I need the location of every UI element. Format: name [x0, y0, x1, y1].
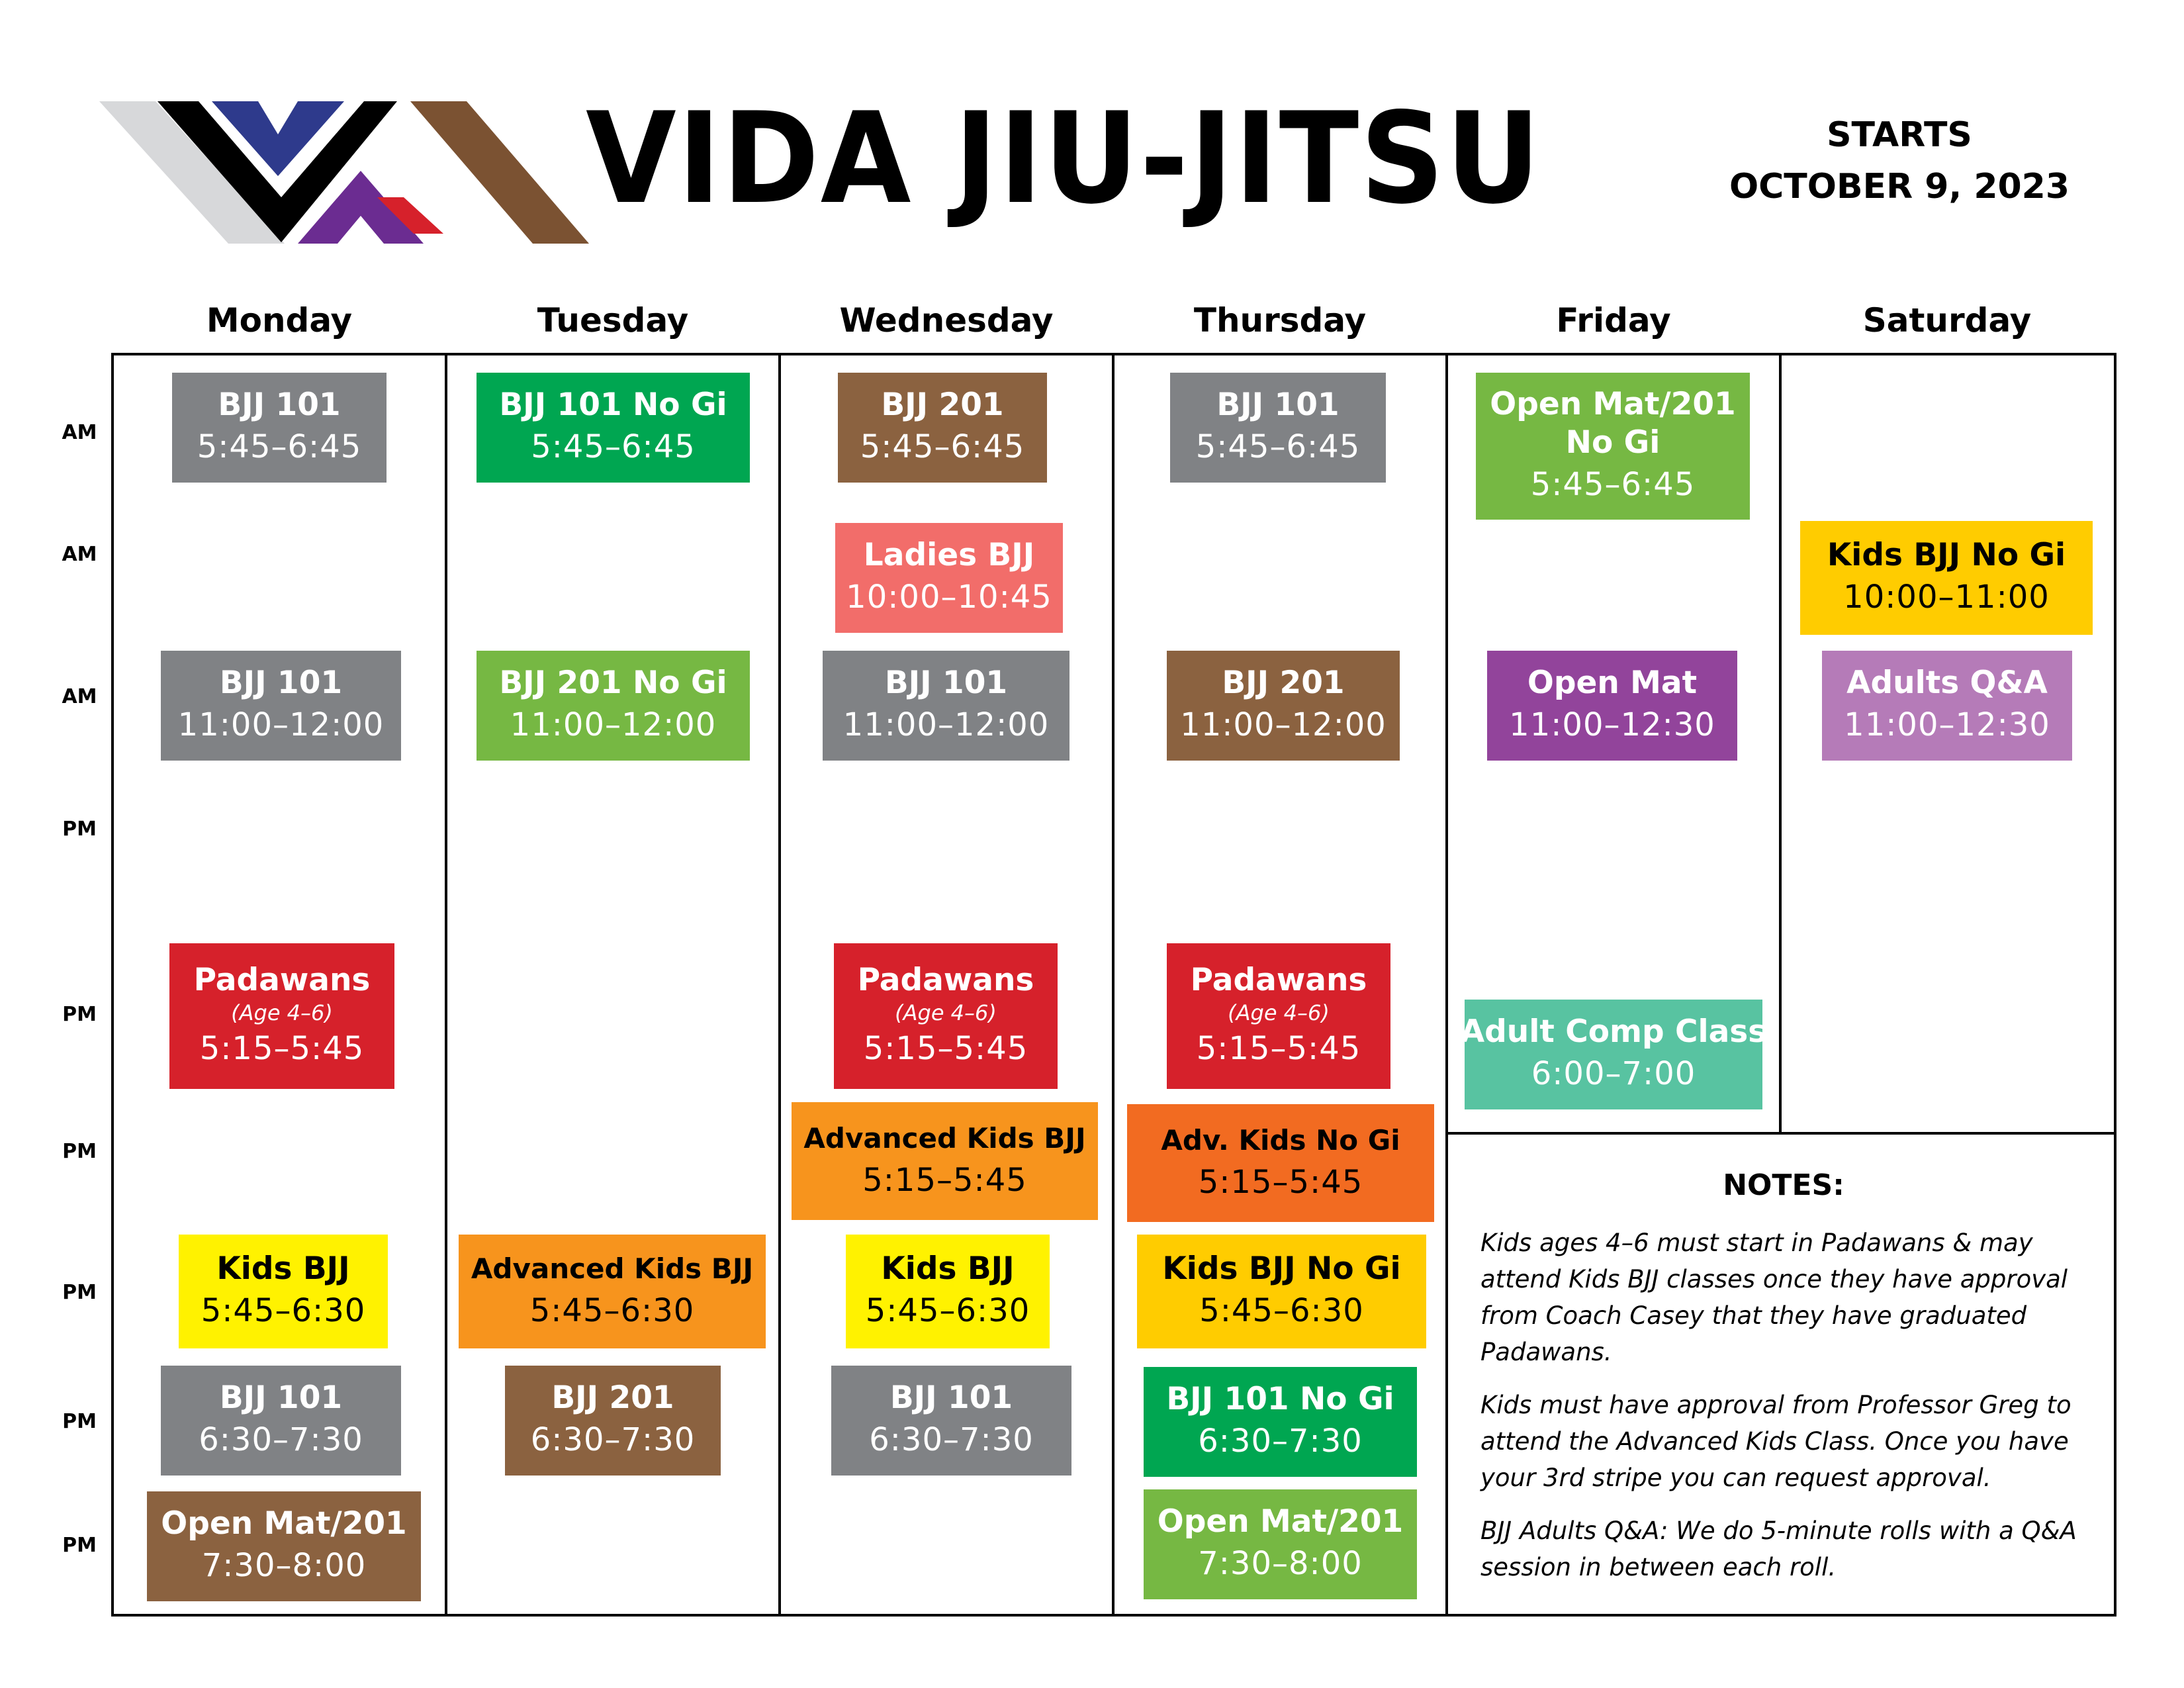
class-title: Ladies BJJ — [863, 537, 1035, 573]
class-block-fri-open-mat — [1487, 651, 1737, 761]
grid-divider — [445, 353, 447, 1617]
class-subtitle: (Age 4–6) — [895, 1000, 997, 1025]
class-block-mon-bjj101-pm — [161, 1366, 401, 1476]
class-time: 5:45–6:45 — [197, 428, 362, 465]
class-title: BJJ 101 — [218, 387, 341, 423]
class-block-mon-bjj101-midday — [161, 651, 401, 761]
class-block-wed-padawans — [834, 943, 1058, 1089]
class-time: 5:15–5:45 — [863, 1030, 1028, 1067]
class-time: 6:30–7:30 — [1198, 1423, 1363, 1460]
class-time: 5:15–5:45 — [862, 1162, 1027, 1199]
class-time: 5:45–6:45 — [860, 428, 1025, 465]
grid-border-left — [111, 353, 114, 1617]
day-header-thursday: Thursday — [1193, 301, 1367, 340]
class-title: Adv. Kids No Gi — [1161, 1124, 1400, 1156]
class-time: 6:30–7:30 — [199, 1421, 363, 1458]
class-block-mon-open-mat — [147, 1491, 421, 1601]
class-title: Padawans — [193, 962, 371, 998]
start-date-block — [1694, 109, 2105, 212]
class-time: 7:30–8:00 — [201, 1547, 367, 1584]
notes-title: NOTES: — [1723, 1168, 1844, 1202]
class-time: 11:00–12:00 — [1180, 706, 1387, 743]
time-marker: PM — [62, 1534, 97, 1557]
class-title: Open Mat/201 — [1490, 386, 1736, 422]
class-block-fri-adult-comp — [1460, 1000, 1767, 1109]
class-time: 6:00–7:00 — [1531, 1055, 1696, 1092]
time-marker: PM — [62, 1410, 97, 1433]
class-block-mon-bjj101-am — [172, 373, 387, 483]
class-title: Padawans — [1190, 962, 1367, 998]
class-block-wed-bjj101-midday — [823, 651, 1069, 761]
class-time: 5:45–6:30 — [201, 1292, 366, 1329]
time-marker: PM — [62, 818, 97, 841]
start-date: OCTOBER 9, 2023 — [1729, 167, 2070, 207]
day-header-friday: Friday — [1556, 301, 1671, 340]
grid-divider — [1445, 353, 1448, 1617]
class-block-wed-bjj201 — [838, 373, 1047, 483]
class-subtitle: (Age 4–6) — [1228, 1000, 1330, 1025]
grid-divider — [1112, 353, 1115, 1617]
class-subtitle: (Age 4–6) — [231, 1000, 333, 1025]
note-adults-qa: BJJ Adults Q&A: We do 5-minute rolls with a Q&A session in between each roll. — [1480, 1517, 2077, 1581]
class-time: 5:15–5:45 — [1196, 1030, 1361, 1067]
note-advanced-kids: Kids must have approval from Professor Greg to attend the Advanced Kids Class. Once you have your 3rd stripe you can request approval. — [1480, 1391, 2071, 1492]
time-marker: PM — [62, 1140, 97, 1163]
starts-label: STARTS — [1827, 115, 1972, 155]
class-block-thu-bjj101-am — [1170, 373, 1386, 483]
class-time: 10:00–11:00 — [1843, 579, 2050, 616]
class-title: BJJ 101 — [219, 665, 343, 701]
class-title: BJJ 101 No Gi — [1166, 1381, 1394, 1417]
class-block-wed-kids-bjj — [846, 1235, 1050, 1348]
logo-brown-stripe — [410, 101, 589, 244]
class-title-line2: No Gi — [1565, 424, 1661, 461]
class-time: 5:45–6:30 — [1199, 1292, 1364, 1329]
class-time: 10:00–10:45 — [846, 579, 1052, 616]
class-time: 11:00–12:00 — [842, 706, 1050, 743]
class-block-wed-bjj101-pm — [831, 1366, 1071, 1476]
notes-divider — [1445, 1132, 2116, 1135]
class-block-wed-advanced-kids — [792, 1102, 1098, 1220]
day-header-wednesday: Wednesday — [839, 301, 1054, 340]
class-title: Adults Q&A — [1846, 665, 2048, 701]
class-block-fri-open-mat-nogi — [1476, 373, 1750, 520]
note-padawans: Kids ages 4–6 must start in Padawans & may attend Kids BJJ classes once they have approval from Coach Casey that they have graduated Padawans. — [1480, 1229, 2068, 1366]
day-header-tuesday: Tuesday — [537, 301, 689, 340]
day-header-saturday: Saturday — [1862, 301, 2032, 340]
class-time: 5:45–6:45 — [1195, 428, 1361, 465]
class-block-mon-kids-bjj — [179, 1235, 388, 1348]
class-title: Advanced Kids BJJ — [471, 1252, 754, 1285]
class-block-thu-bjj201 — [1167, 651, 1400, 761]
class-title: Open Mat/201 — [161, 1505, 407, 1542]
class-title: BJJ 201 — [1222, 665, 1345, 701]
day-header-monday: Monday — [206, 301, 353, 340]
class-title: BJJ 201 — [551, 1380, 674, 1416]
class-time: 6:30–7:30 — [530, 1421, 696, 1458]
class-time: 5:15–5:45 — [1198, 1164, 1363, 1201]
time-marker: PM — [62, 1003, 97, 1026]
class-title: Kids BJJ No Gi — [1827, 537, 2066, 573]
class-title: BJJ 101 No Gi — [499, 387, 727, 423]
class-time: 5:45–6:45 — [531, 428, 696, 465]
class-title: BJJ 101 — [889, 1380, 1013, 1416]
class-time: 11:00–12:30 — [1844, 706, 2050, 743]
class-title: BJJ 201 — [881, 387, 1004, 423]
class-time: 11:00–12:00 — [177, 706, 385, 743]
class-block-thu-bjj101-nogi — [1144, 1367, 1417, 1477]
class-time: 5:45–6:30 — [865, 1292, 1030, 1329]
class-time: 7:30–8:00 — [1198, 1545, 1363, 1582]
class-block-wed-ladies-bjj — [835, 523, 1063, 633]
class-block-tue-advanced-kids — [459, 1235, 766, 1348]
class-title: Open Mat/201 — [1157, 1503, 1404, 1540]
class-time: 11:00–12:00 — [510, 706, 717, 743]
time-marker: AM — [62, 543, 97, 566]
class-time: 5:15–5:45 — [199, 1030, 365, 1067]
class-block-thu-padawans — [1167, 943, 1390, 1089]
class-block-thu-kids-bjj-nogi — [1137, 1235, 1426, 1348]
class-block-thu-adv-kids-nogi — [1127, 1104, 1434, 1222]
class-time: 5:45–6:30 — [529, 1292, 695, 1329]
class-title: Open Mat — [1527, 665, 1698, 701]
class-block-sat-kids-bjj-nogi — [1800, 521, 2093, 635]
vida-logo-mark — [99, 98, 589, 247]
class-title: BJJ 101 — [884, 665, 1008, 701]
class-title: BJJ 101 — [1216, 387, 1340, 423]
class-title: Adult Comp Class — [1460, 1013, 1767, 1050]
brand-title: VIDA JIU-JITSU — [586, 85, 1542, 232]
class-block-tue-bjj201-nogi — [477, 651, 750, 761]
class-title: Kids BJJ No Gi — [1162, 1250, 1401, 1287]
time-marker: AM — [62, 685, 97, 708]
grid-border-right — [2114, 353, 2116, 1617]
time-marker: PM — [62, 1281, 97, 1304]
class-title: Kids BJJ — [881, 1250, 1015, 1287]
class-title: Advanced Kids BJJ — [803, 1122, 1086, 1154]
grid-divider — [1779, 353, 1782, 1134]
class-time: 11:00–12:30 — [1509, 706, 1715, 743]
class-title: Kids BJJ — [216, 1250, 350, 1287]
class-block-sat-adults-qa — [1822, 651, 2072, 761]
class-block-tue-bjj201 — [505, 1366, 721, 1476]
time-marker: AM — [62, 421, 97, 444]
class-time: 5:45–6:45 — [1530, 466, 1696, 503]
class-title: BJJ 201 No Gi — [499, 665, 727, 701]
class-title: Padawans — [857, 962, 1034, 998]
class-block-thu-open-mat — [1144, 1489, 1417, 1599]
class-block-mon-padawans — [169, 943, 394, 1089]
class-time: 6:30–7:30 — [869, 1421, 1034, 1458]
class-block-tue-bjj101-nogi — [477, 373, 750, 483]
grid-divider — [778, 353, 781, 1617]
class-title: BJJ 101 — [219, 1380, 343, 1416]
